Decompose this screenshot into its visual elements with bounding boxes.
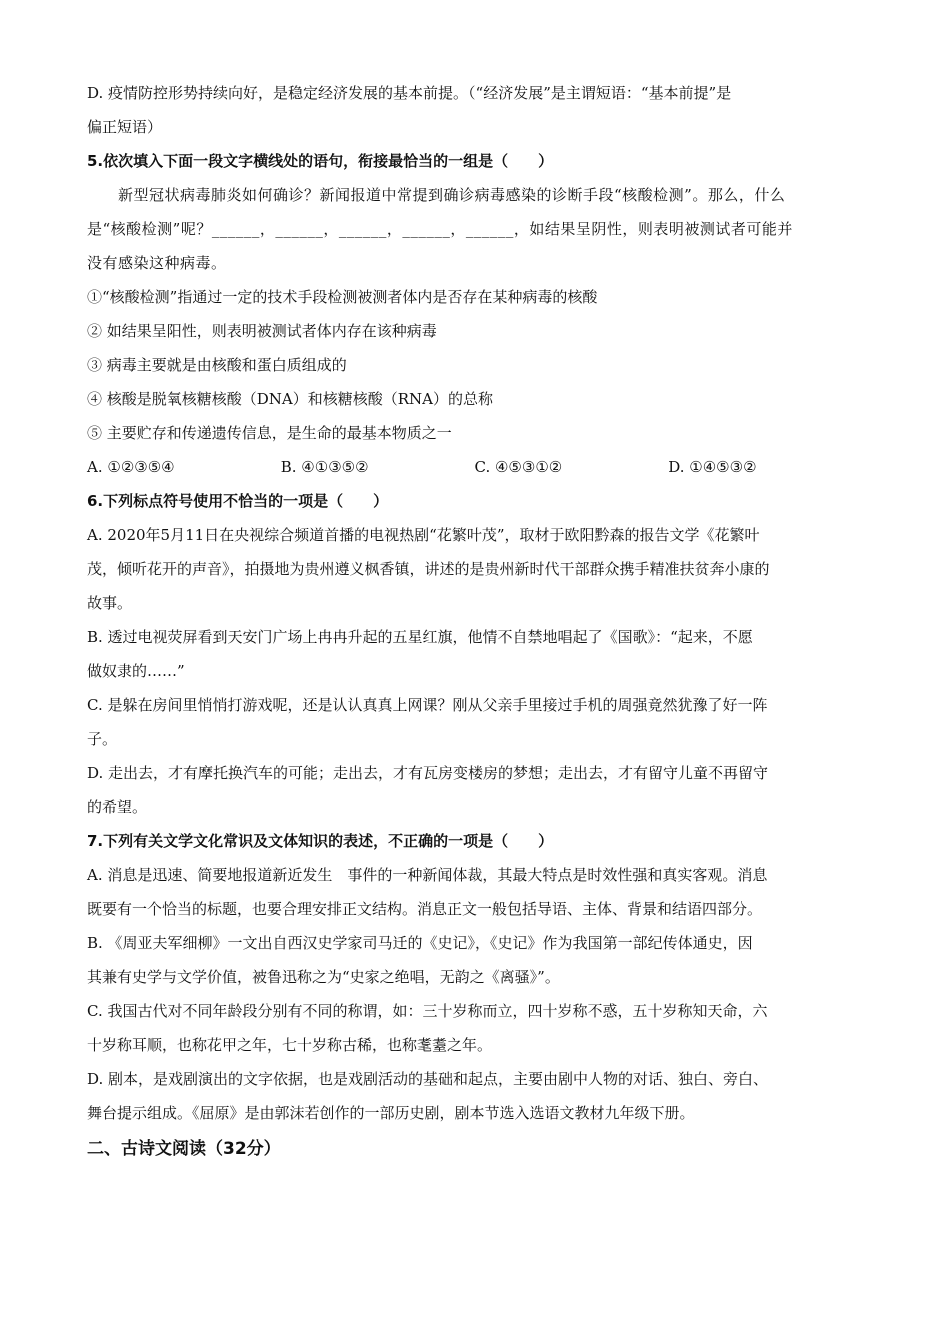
q6-option-a-line3: 故事。 <box>87 594 133 612</box>
q7-option-b-line1: B. 《周亚夫军细柳》一文出自西汉史学家司马迁的《史记》，《史记》作为我国第一部纪传体通史，因 <box>87 934 753 952</box>
q7-option-a-line1: A. 消息是迅速、简要地报道新近发生 事件的一种新闻体裁，其最大特点是时效性强和真实客观。消息 <box>87 866 768 884</box>
q7-option-c-line1: C. 我国古代对不同年龄段分别有不同的称谓，如：三十岁称而立，四十岁称不惑，五十岁称知天命，六 <box>87 1002 768 1020</box>
q6-option-c-line2: 子。 <box>87 730 118 748</box>
q7-option-d-line1: D. 剧本，是戏剧演出的文字依据，也是戏剧活动的基础和起点，主要由剧中人物的对话、独白、旁白、 <box>87 1070 769 1088</box>
q7-option-c-line2: 十岁称耳顺，也称花甲之年，七十岁称古稀，也称耄耋之年。 <box>87 1036 493 1054</box>
q5-option-d: D. ①④⑤③② <box>668 458 757 476</box>
q5-option-a: A. ①②③⑤④ <box>87 458 175 476</box>
q6-option-c-line1: C. 是躲在房间里悄悄打游戏呢，还是认认真真上网课？刚从父亲手里接过手机的周强竟然犹豫了好一阵 <box>87 696 768 714</box>
section-2-heading: 二、古诗文阅读（32分） <box>87 1139 281 1159</box>
q5-passage-line3: 没有感染这种病毒。 <box>87 254 227 272</box>
q4-option-d-line1: D. 疫情防控形势持续向好，是稳定经济发展的基本前提。（“经济发展”是主谓短语：“基本前提”是 <box>87 84 732 102</box>
q5-option-b: B. ④①③⑤② <box>280 458 369 476</box>
q6-option-d-line2: 的希望。 <box>87 798 148 816</box>
exam-page <box>87 76 862 1183</box>
q5-passage-line1: 新型冠状病毒肺炎如何确诊？新闻报道中常提到确诊病毒感染的诊断手段“核酸检测”。那么，什么 <box>118 186 786 204</box>
q5-sentence-3: ③ 病毒主要就是由核酸和蛋白质组成的 <box>87 356 347 374</box>
q6-option-d-line1: D. 走出去，才有摩托换汽车的可能；走出去，才有瓦房变楼房的梦想；走出去，才有留守儿童不再留守 <box>87 764 769 782</box>
q4-option-d-line2: 偏正短语） <box>87 118 163 136</box>
q5-options <box>87 450 862 484</box>
q6-option-b-line2: 做奴隶的……” <box>87 662 185 680</box>
q7-option-a-line2: 既要有一个恰当的标题，也要合理安排正文结构。消息正文一般包括导语、主体、背景和结语四部分。 <box>87 900 763 918</box>
q5-sentence-4: ④ 核酸是脱氧核糖核酸（DNA）和核糖核酸（RNA）的总称 <box>87 390 494 408</box>
q6-option-b-line1: B. 透过电视荧屏看到天安门广场上冉冉升起的五星红旗，他情不自禁地唱起了《国歌》：“起来，不愿 <box>87 628 753 646</box>
q6-option-a-line1: A. 2020年5月11日在央视综合频道首播的电视热剧“花繁叶茂”，取材于欧阳黔森的报告文学《花繁叶 <box>87 526 760 544</box>
question-7-stem: 7.下列有关文学文化常识及文体知识的表述，不正确的一项是（ ） <box>87 832 554 850</box>
question-5-stem: 5.依次填入下面一段文字横线处的语句，衔接最恰当的一组是（ ） <box>87 152 554 170</box>
q5-sentence-5: ⑤ 主要贮存和传递遗传信息，是生命的最基本物质之一 <box>87 424 452 442</box>
q7-option-b-line2: 其兼有史学与文学价值，被鲁迅称之为“史家之绝唱，无韵之《离骚》”。 <box>87 968 560 986</box>
question-6-stem: 6.下列标点符号使用不恰当的一项是（ ） <box>87 492 389 510</box>
q5-option-c: C. ④⑤③①② <box>474 458 563 476</box>
q6-option-a-line2: 茂，倾听花开的声音》，拍摄地为贵州遵义枫香镇，讲述的是贵州新时代干部群众携手精准扶贫奔小康的 <box>87 560 770 578</box>
q5-passage-line2: 是“核酸检测”呢？______，______，______，______，______，如结果呈阴性，则表明被测试者可能并 <box>87 220 793 238</box>
q5-sentence-2: ② 如结果呈阳性，则表明被测试者体内存在该种病毒 <box>87 322 437 340</box>
q5-sentence-1: ①“核酸检测”指通过一定的技术手段检测被测者体内是否存在某种病毒的核酸 <box>87 288 598 306</box>
q7-option-d-line2: 舞台提示组成。《屈原》是由郭沫若创作的一部历史剧，剧本节选入选语文教材九年级下册。 <box>87 1104 695 1122</box>
